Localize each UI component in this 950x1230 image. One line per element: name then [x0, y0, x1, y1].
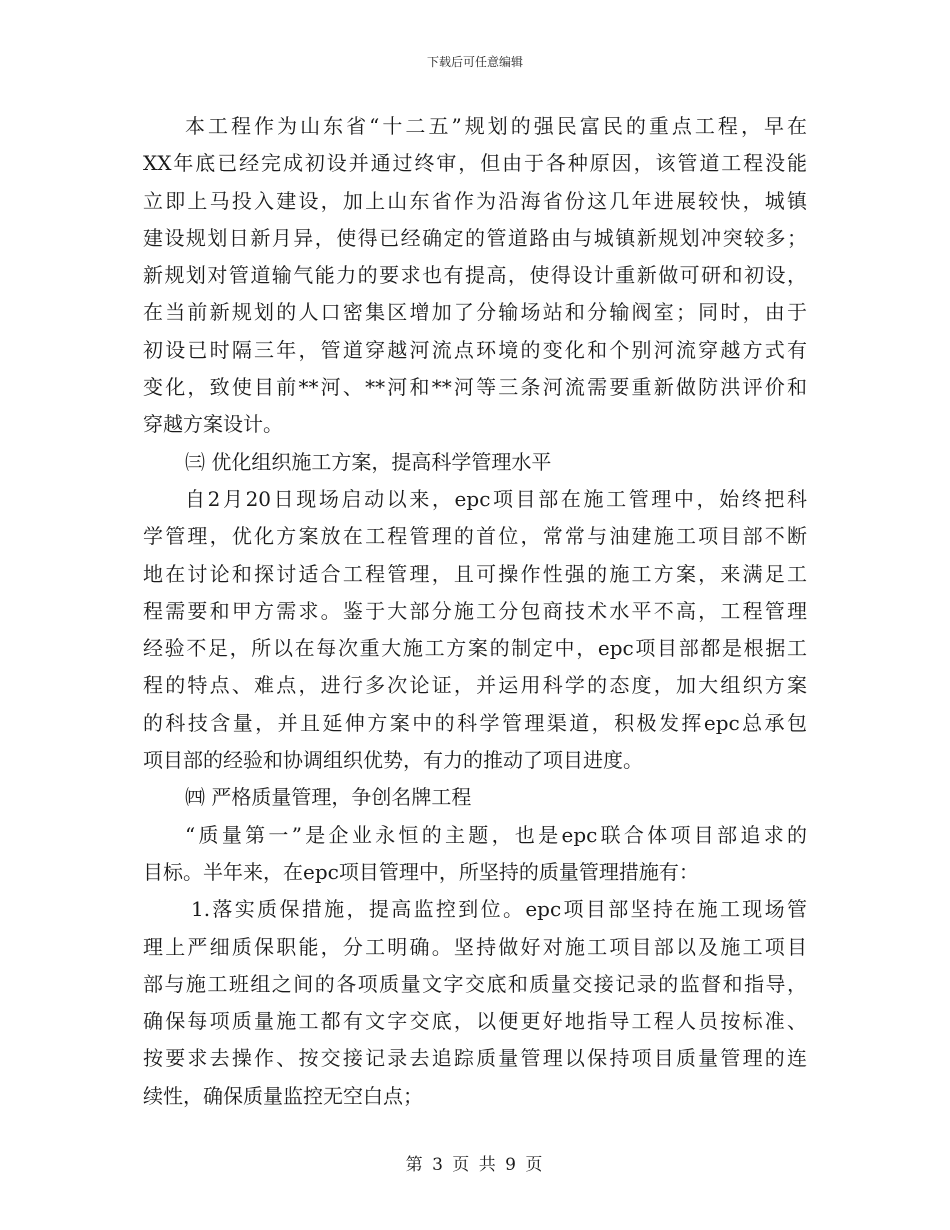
- text-line: 目标。半年来，在epc项目管理中，所坚持的质量管理措施有：: [143, 859, 699, 884]
- text-line: 立即上马投入建设，加上山东省作为沿海省份这几年进展较快，城镇: [143, 188, 807, 213]
- text-line: 1.落实质保措施，提高监控到位。epc项目部坚持在施工现场管: [191, 897, 807, 922]
- text-line: XX年底已经完成初设并通过终审，但由于各种原因，该管道工程没能: [143, 151, 807, 176]
- text-line: 按要求去操作、按交接记录去追踪质量管理以保持项目质量管理的连: [143, 1046, 807, 1071]
- text-line: 本工程作为山东省“十二五”规划的强民富民的重点工程，早在: [185, 114, 807, 138]
- text-line: 确保每项质量施工都有文字交底，以便更好地指导工程人员按标准、: [143, 1009, 807, 1034]
- text-line: 变化，致使目前**河、**河和**河等三条河流需要重新做防洪评价和: [143, 375, 807, 400]
- text-line: 建设规划日新月异，使得已经确定的管道路由与城镇新规划冲突较多；: [143, 225, 807, 250]
- document-body: [143, 108, 807, 1115]
- section-heading: ㈢ 优化组织施工方案，提高科学管理水平: [185, 449, 552, 474]
- text-line: 理上严细质保职能，分工明确。坚持做好对施工项目部以及施工项目: [143, 934, 807, 959]
- section-heading: ㈣ 严格质量管理，争创名牌工程: [185, 785, 472, 810]
- text-line: 学管理，优化方案放在工程管理的首位，常常与油建施工项目部不断: [143, 524, 807, 549]
- text-line: 初设已时隔三年，管道穿越河流点环境的变化和个别河流穿越方式有: [143, 337, 807, 362]
- text-line: “质量第一”是企业永恒的主题，也是epc联合体项目部追求的: [185, 822, 807, 847]
- text-line: 自2月20日现场启动以来，epc项目部在施工管理中，始终把科: [185, 486, 807, 511]
- text-line: 地在讨论和探讨适合工程管理，且可操作性强的施工方案，来满足工: [143, 561, 807, 586]
- text-line: 经验不足，所以在每次重大施工方案的制定中，epc项目部都是根据工: [143, 636, 807, 661]
- text-line: 程的特点、难点，进行多次论证，并运用科学的态度，加大组织方案: [143, 673, 807, 698]
- page-number: 第 3 页 共 9 页: [405, 1155, 545, 1175]
- text-line: 程需要和甲方需求。鉴于大部分施工分包商技术水平不高，工程管理: [143, 598, 807, 623]
- header-note: 下载后可任意编辑: [426, 55, 523, 69]
- text-line: 新规划对管道输气能力的要求也有提高，使得设计重新做可研和初设，: [143, 263, 807, 288]
- text-line: 在当前新规划的人口密集区增加了分输场站和分输阀室；同时，由于: [143, 300, 807, 325]
- text-line: 穿越方案设计。: [143, 412, 283, 437]
- text-line: 部与施工班组之间的各项质量文字交底和质量交接记录的监督和指导，: [143, 971, 807, 996]
- text-line: 的科技含量，并且延伸方案中的科学管理渠道，积极发挥epc总承包: [143, 710, 807, 735]
- text-line: 续性，确保质量监控无空白点；: [143, 1083, 423, 1108]
- text-line: 项目部的经验和协调组织优势，有力的推动了项目进度。: [143, 748, 643, 773]
